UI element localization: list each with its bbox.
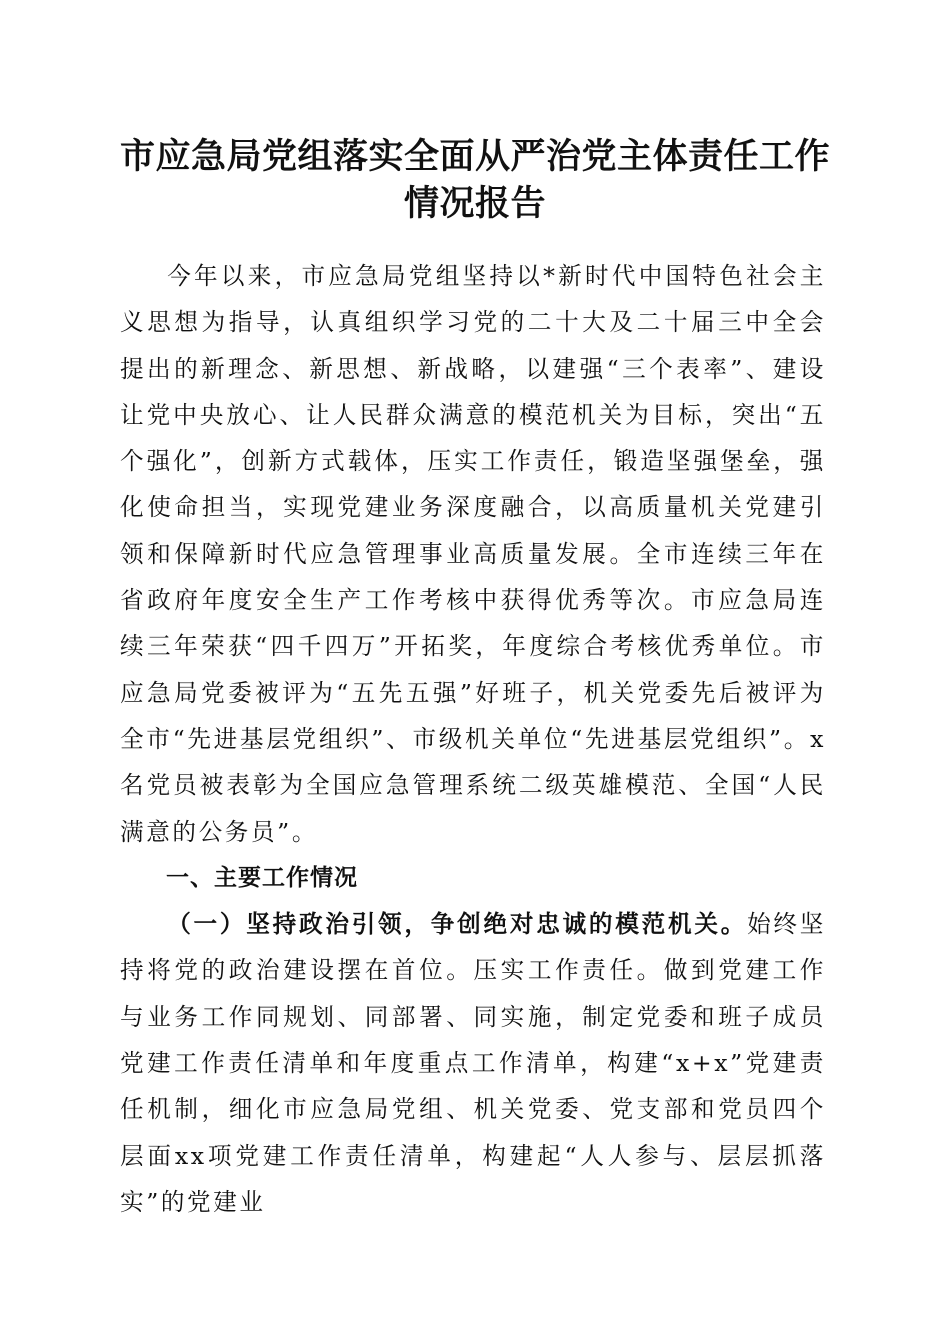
- document-body: [120, 253, 826, 1225]
- title-line-1: 市应急局党组落实全面从严治党主体责任工作: [119, 136, 830, 177]
- document-title: [100, 133, 850, 227]
- title-line-2: 情况报告: [403, 183, 546, 224]
- sub-section-lead: （一）坚持政治引领，争创绝对忠诚的模范机关。: [167, 910, 748, 939]
- section-heading: 一、主要工作情况: [166, 864, 358, 891]
- sub-section-text: 始终坚持将党的政治建设摆在首位。压实工作责任。做到党建工作与业务工作同规划、同部署、同实施，制定党委和班子成员党建工作责任清单和年度重点工作清单，构建“x+x”党建责任机制，细化市应急局党组、机关党委、党支部和党员四个层面xx项党建工作责任清单，构建起“人人参与、层层抓落实”的党建业: [120, 910, 826, 1216]
- sub-section-paragraph: [120, 901, 826, 1225]
- intro-paragraph: 今年以来，市应急局党组坚持以*新时代中国特色社会主义思想为指导，认真组织学习党的二十大及二十届三中全会提出的新理念、新思想、新战略，以建强“三个表率”、建设让党中央放心、让人民群众满意的模范机关为目标，突出“五个强化”，创新方式载体，压实工作责任，锻造坚强堡垒，强化使命担当，实现党建业务深度融合，以高质量机关党建引领和保障新时代应急管理事业高质量发展。全市连续三年在省政府年度安全生产工作考核中获得优秀等次。市应急局连续三年荣获“四千四万”开拓奖，年度综合考核优秀单位。市应急局党委被评为“五先五强”好班子，机关党委先后被评为全市“先进基层党组织”、市级机关单位“先进基层党组织”。x名党员被表彰为全国应急管理系统二级英雄模范、全国“人民满意的公务员”。: [120, 262, 826, 846]
